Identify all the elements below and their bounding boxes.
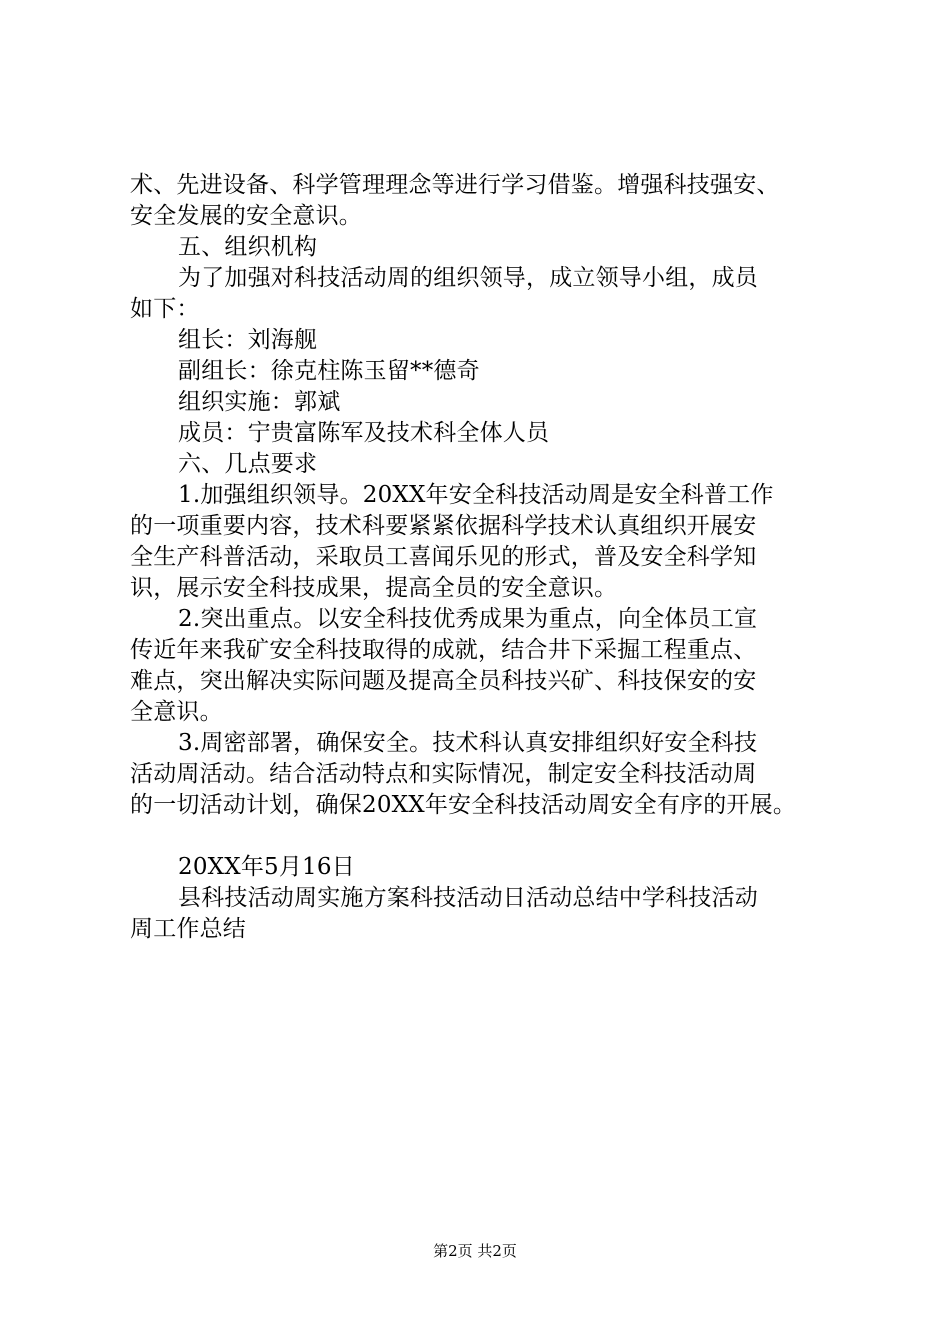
- body-line: 难点，突出解决实际问题及提高全员科技兴矿、科技保安的安: [130, 668, 757, 694]
- body-line: 1.加强组织领导。20XX年安全科技活动周是安全科普工作: [178, 482, 774, 508]
- member-line: 组织实施：郭斌: [178, 389, 341, 415]
- body-line: 3.周密部署，确保安全。技术科认真安排组织好安全科技: [178, 730, 758, 756]
- section-heading: 六、几点要求: [178, 451, 318, 477]
- document-body: [130, 170, 830, 945]
- body-line: 活动周活动。结合活动特点和实际情况，制定安全科技活动周: [130, 761, 757, 787]
- body-line: 如下：: [130, 296, 200, 322]
- body-line: 为了加强对科技活动周的组织领导，成立领导小组，成员: [178, 265, 758, 291]
- body-line: 的一切活动计划，确保20XX年安全科技活动周安全有序的开展。: [130, 792, 797, 818]
- member-line: 副组长：徐克柱陈玉留**德奇: [178, 358, 480, 384]
- body-line: 传近年来我矿安全科技取得的成就，结合井下采掘工程重点、: [130, 637, 757, 663]
- body-line: 2.突出重点。以安全科技优秀成果为重点，向全体员工宣: [178, 606, 758, 632]
- blank-line: [130, 821, 830, 852]
- section-heading: 五、组织机构: [178, 234, 318, 260]
- body-line: 识，展示安全科技成果，提高全员的安全意识。: [130, 575, 618, 601]
- body-line: 全意识。: [130, 699, 223, 725]
- body-line: 全生产科普活动，采取员工喜闻乐见的形式，普及安全科学知: [130, 544, 757, 570]
- document-date: 20XX年5月16日: [178, 854, 355, 880]
- member-line: 组长：刘海舰: [178, 327, 318, 353]
- member-line: 成员：宁贵富陈军及技术科全体人员: [178, 420, 550, 446]
- related-links-line: 周工作总结: [130, 916, 246, 942]
- related-links-line: 县科技活动周实施方案科技活动日活动总结中学科技活动: [178, 885, 758, 911]
- body-line: 术、先进设备、科学管理理念等进行学习借鉴。增强科技强安、: [130, 172, 780, 198]
- body-line: 安全发展的安全意识。: [130, 203, 362, 229]
- page-number-footer: 第2页 共2页: [433, 1242, 517, 1260]
- body-line: 的一项重要内容，技术科要紧紧依据科学技术认真组织开展安: [130, 513, 757, 539]
